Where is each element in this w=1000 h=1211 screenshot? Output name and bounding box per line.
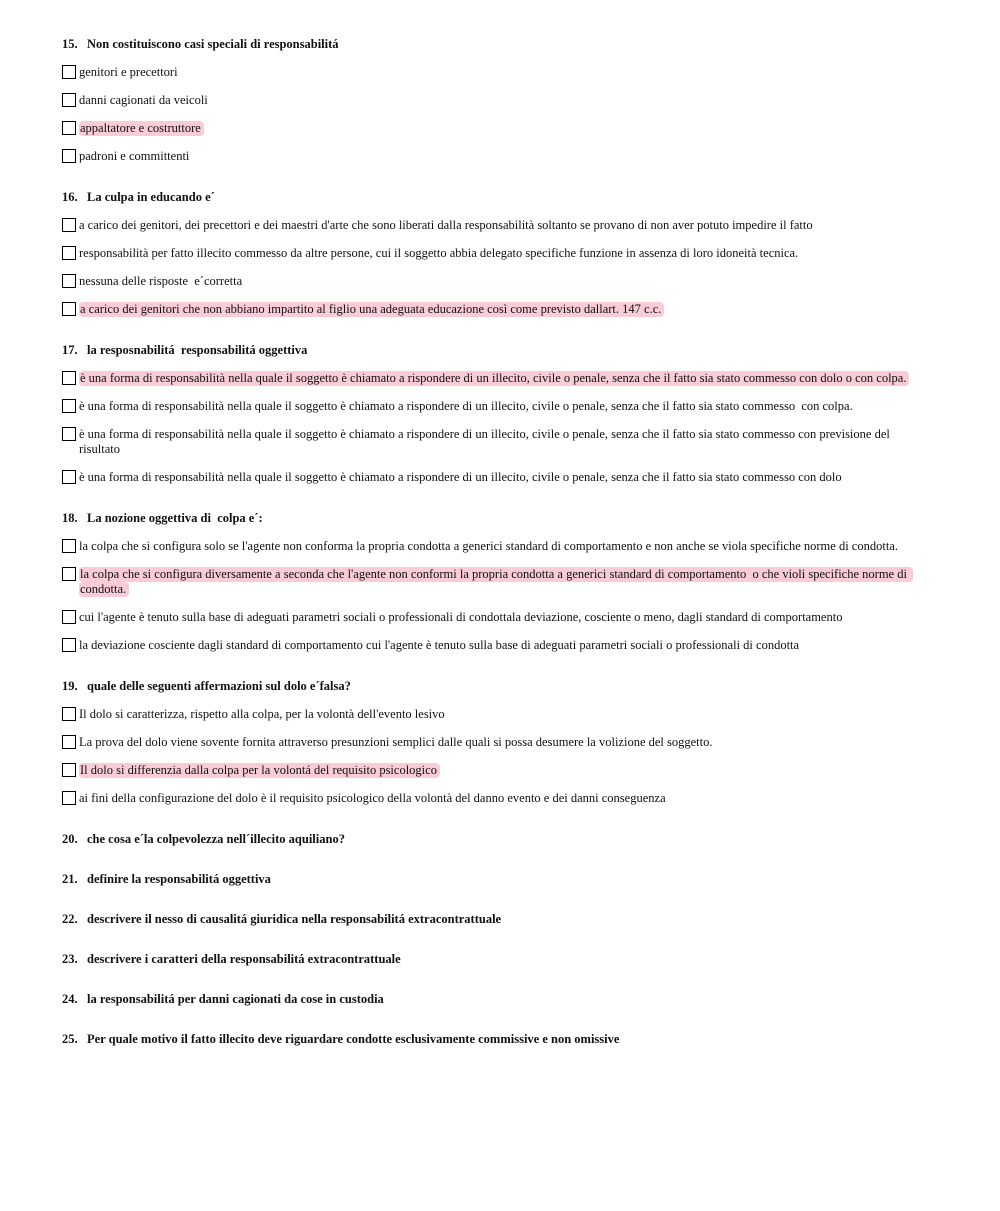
checkbox[interactable] (62, 371, 76, 385)
question-18 (62, 511, 922, 679)
answer-option[interactable] (62, 638, 922, 653)
question-text: la responsabilitá per danni cagionati da cose in custodia (87, 992, 384, 1006)
answer-option[interactable] (62, 274, 922, 289)
answer-text: La prova del dolo viene sovente fornita attraverso presunzioni semplici dalle quali si possa desumere la volizione del soggetto. (79, 735, 713, 749)
question-number: 19. (62, 679, 78, 693)
checkbox[interactable] (62, 539, 76, 553)
answer-text: appaltatore e costruttore (79, 121, 204, 136)
answer-text: ai fini della configurazione del dolo è il requisito psicologico della volontà del danno evento e dei danni conseguenza (79, 791, 666, 805)
answer-text: nessuna delle risposte e´corretta (79, 274, 243, 288)
question-number: 21. (62, 872, 78, 886)
answer-option[interactable] (62, 610, 922, 625)
open-question-22 (62, 912, 922, 927)
question-number: 24. (62, 992, 78, 1006)
question-15 (62, 37, 922, 190)
answer-option[interactable] (62, 707, 922, 722)
question-number: 25. (62, 1032, 78, 1046)
answer-text: danni cagionati da veicoli (79, 93, 208, 107)
answer-text: è una forma di responsabilità nella quale il soggetto è chiamato a rispondere di un illecito, civile o penale, senza che il fatto sia stato commesso con previsione del risultato (79, 427, 893, 456)
answer-text: la deviazione cosciente dagli standard di comportamento cui l'agente è tenuto sulla base di adeguati parametri sociali o professionali di condotta (79, 638, 800, 652)
answer-option[interactable] (62, 427, 922, 457)
checkbox[interactable] (62, 791, 76, 805)
checkbox[interactable] (62, 302, 76, 316)
answer-option[interactable] (62, 763, 922, 778)
checkbox[interactable] (62, 610, 76, 624)
checkbox[interactable] (62, 427, 76, 441)
answer-text: la colpa che si configura solo se l'agente non conforma la propria condotta a generici standard di comportamento e non anche se viola specifiche norme di condotta. (79, 539, 898, 553)
checkbox[interactable] (62, 121, 76, 135)
question-text: Per quale motivo il fatto illecito deve riguardare condotte esclusivamente commissive e non omissive (87, 1032, 620, 1046)
answer-option[interactable] (62, 93, 922, 108)
checkbox[interactable] (62, 567, 76, 581)
answer-text: è una forma di responsabilità nella quale il soggetto è chiamato a rispondere di un illecito, civile o penale, senza che il fatto sia stato commesso con dolo o con colpa. (79, 371, 909, 386)
checkbox[interactable] (62, 470, 76, 484)
answer-text: a carico dei genitori, dei precettori e dei maestri d'arte che sono liberati dalla responsabilità soltanto se provano di non aver potuto impedire il fatto (79, 218, 813, 232)
checkbox[interactable] (62, 399, 76, 413)
quiz-document (62, 37, 922, 1072)
answer-text: la colpa che si configura diversamente a seconda che l'agente non conformi la propria condotta a generici standard di comportamento o che violi specifiche norme di condotta. (79, 567, 913, 597)
question-text: che cosa e´la colpevolezza nell´illecito aquiliano? (87, 832, 345, 846)
answer-text: è una forma di responsabilità nella quale il soggetto è chiamato a rispondere di un illecito, civile o penale, senza che il fatto sia stato commesso con colpa. (79, 399, 853, 413)
checkbox[interactable] (62, 218, 76, 232)
question-text: La culpa in educando e´ (87, 190, 215, 204)
checkbox[interactable] (62, 65, 76, 79)
checkbox[interactable] (62, 93, 76, 107)
answer-text: a carico dei genitori che non abbiano impartito al figlio una adeguata educazione così come previsto dallart. 147 c.c. (79, 302, 664, 317)
answer-option[interactable] (62, 149, 922, 164)
question-text: definire la responsabilitá oggettiva (87, 872, 271, 886)
question-number: 20. (62, 832, 78, 846)
section-spacer (62, 498, 922, 511)
answer-text: responsabilità per fatto illecito commesso da altre persone, cui il soggetto abbia delegato specifiche funzione in assenza di loro idoneità tecnica. (79, 246, 799, 260)
checkbox[interactable] (62, 149, 76, 163)
checkbox[interactable] (62, 707, 76, 721)
answer-text: padroni e committenti (79, 149, 190, 163)
section-spacer (62, 666, 922, 679)
open-question-20 (62, 832, 922, 847)
question-number: 18. (62, 511, 78, 525)
question-number: 22. (62, 912, 78, 926)
answer-option[interactable] (62, 470, 922, 485)
question-text: descrivere il nesso di causalitá giuridica nella responsabilitá extracontrattuale (87, 912, 502, 926)
question-17 (62, 343, 922, 511)
answer-option[interactable] (62, 399, 922, 414)
answer-text: è una forma di responsabilità nella quale il soggetto è chiamato a rispondere di un illecito, civile o penale, senza che il fatto sia stato commesso con dolo (79, 470, 842, 484)
section-spacer (62, 330, 922, 343)
answer-option[interactable] (62, 371, 922, 386)
answer-option[interactable] (62, 121, 922, 136)
answer-text: Il dolo si caratterizza, rispetto alla colpa, per la volontà dell'evento lesivo (79, 707, 445, 721)
open-question-21 (62, 872, 922, 887)
answer-option[interactable] (62, 246, 922, 261)
answer-text: genitori e precettori (79, 65, 178, 79)
checkbox[interactable] (62, 274, 76, 288)
question-title (62, 511, 922, 526)
question-number: 16. (62, 190, 78, 204)
section-spacer (62, 819, 922, 832)
question-text: La nozione oggettiva di colpa e´: (87, 511, 263, 525)
question-text: descrivere i caratteri della responsabilitá extracontrattuale (87, 952, 401, 966)
checkbox[interactable] (62, 638, 76, 652)
question-title (62, 190, 922, 205)
question-text: quale delle seguenti affermazioni sul dolo e´falsa? (87, 679, 351, 693)
checkbox[interactable] (62, 735, 76, 749)
question-title (62, 37, 922, 52)
answer-option[interactable] (62, 65, 922, 80)
checkbox[interactable] (62, 246, 76, 260)
answer-option[interactable] (62, 567, 922, 597)
open-question-23 (62, 952, 922, 967)
answer-option[interactable] (62, 302, 922, 317)
question-number: 17. (62, 343, 78, 357)
answer-option[interactable] (62, 218, 922, 233)
question-title (62, 343, 922, 358)
question-number: 15. (62, 37, 78, 51)
answer-option[interactable] (62, 791, 922, 806)
answer-option[interactable] (62, 735, 922, 750)
question-text: la resposnabilitá responsabilitá oggettiva (87, 343, 308, 357)
section-spacer (62, 177, 922, 190)
answer-option[interactable] (62, 539, 922, 554)
open-question-25 (62, 1032, 922, 1047)
question-19 (62, 679, 922, 832)
answer-text: cui l'agente è tenuto sulla base di adeguati parametri sociali o professionali di condottala deviazione, cosciente o meno, dagli standard di comportamento (79, 610, 843, 624)
question-text: Non costituiscono casi speciali di responsabilitá (87, 37, 339, 51)
checkbox[interactable] (62, 763, 76, 777)
question-title (62, 679, 922, 694)
question-16 (62, 190, 922, 343)
answer-text: Il dolo si differenzia dalla colpa per la volontá del requisito psicologico (79, 763, 440, 778)
question-number: 23. (62, 952, 78, 966)
open-question-24 (62, 992, 922, 1007)
